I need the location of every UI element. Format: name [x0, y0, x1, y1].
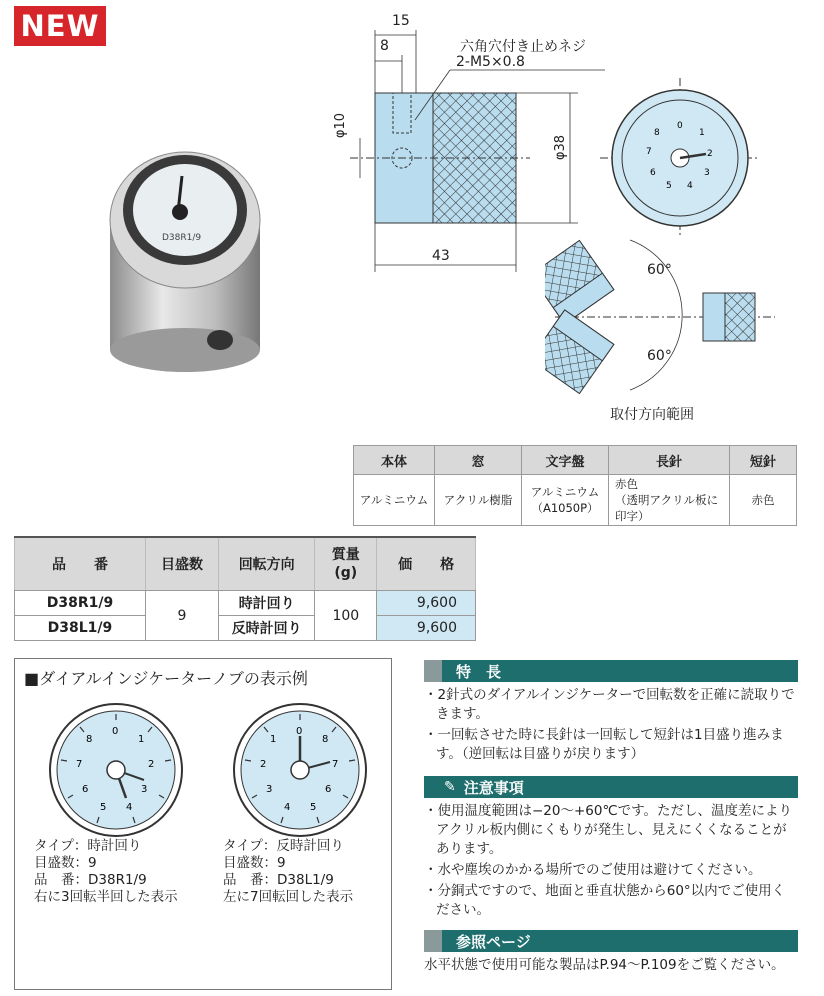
- ex-l-num-1: 1: [138, 734, 145, 745]
- part-number: D38R1/9: [15, 591, 146, 616]
- reference-heading-label: 参照ページ: [456, 932, 531, 951]
- example-left-text: [34, 838, 178, 906]
- ex-l-num-2: 2: [148, 759, 155, 770]
- example-left-scale: 目盛数：9: [34, 855, 97, 871]
- ex-r-num-0: 0: [296, 726, 303, 737]
- mat-header-body: 本体: [354, 446, 435, 475]
- front-view-dial: [600, 78, 760, 238]
- example-right-type: タイプ：反時計回り: [223, 838, 344, 854]
- dim-8: 8: [380, 38, 389, 54]
- example-dial-clockwise: [46, 700, 186, 840]
- price: 9,600: [377, 616, 476, 641]
- angle-bottom-label: 60°: [647, 348, 672, 364]
- svg-text:D38R1/9: D38R1/9: [162, 233, 202, 243]
- features-body: [424, 686, 798, 766]
- features-heading-label: 特 長: [456, 662, 502, 681]
- spec-header-direction: 回転方向: [219, 537, 315, 591]
- fv-num-0: 0: [677, 121, 683, 131]
- dim-15: 15: [392, 13, 410, 29]
- mat-header-short-hand: 短針: [730, 446, 797, 475]
- example-left-part: 品 番：D38R1/9: [34, 872, 147, 888]
- example-left-type: タイプ：時計回り: [34, 838, 142, 854]
- ex-l-num-4: 4: [126, 802, 133, 813]
- dim-phi38: φ38: [553, 134, 569, 161]
- mount-angle-diagram: [545, 235, 775, 395]
- material-table: [353, 445, 797, 526]
- spec-header-part: 品 番: [15, 537, 146, 591]
- mount-caption: 取付方向範囲: [610, 407, 694, 423]
- fv-num-2: 2: [707, 149, 713, 159]
- ex-r-num-2: 2: [260, 759, 267, 770]
- ex-r-num-1: 1: [270, 734, 277, 745]
- list-item: ・使用温度範囲は−20〜+60℃です。ただし、温度差によりアクリル板内側にくもりが発生し、見えにくくなることがあります。: [424, 803, 793, 857]
- reference-text: 水平状態で使用可能な製品はP.94〜P.109をご覧ください。: [424, 957, 785, 973]
- spec-header-scale: 目盛数: [145, 537, 218, 591]
- example-right-note: 左に7回転回した表示: [223, 889, 354, 905]
- list-item: ・一回転させた時に長針は一回転して短針は1目盛り進みます。（逆回転は目盛りが戻ります）: [424, 727, 784, 762]
- ex-l-num-5: 5: [100, 802, 107, 813]
- ex-l-num-8: 8: [86, 734, 93, 745]
- mat-window: アクリル樹脂: [435, 475, 522, 526]
- ex-l-num-7: 7: [76, 759, 83, 770]
- spec-header-mass: 質量 (g): [315, 537, 377, 591]
- fv-num-4: 4: [687, 181, 693, 191]
- caution-body: [424, 802, 798, 922]
- ex-r-num-7: 7: [332, 759, 339, 770]
- mat-header-long-hand: 長針: [609, 446, 730, 475]
- example-title: ■ダイアルインジケーターノブの表示例: [24, 669, 308, 688]
- caution-heading-label: 注意事項: [463, 778, 524, 797]
- example-right-part: 品 番：D38L1/9: [223, 872, 334, 888]
- ex-r-num-6: 6: [325, 784, 332, 795]
- ex-r-num-3: 3: [266, 784, 273, 795]
- fv-num-6: 6: [650, 168, 656, 178]
- example-right-text: [223, 838, 353, 906]
- mat-header-window: 窓: [435, 446, 522, 475]
- ex-r-num-4: 4: [284, 802, 291, 813]
- part-number: D38L1/9: [15, 616, 146, 641]
- ex-r-num-8: 8: [322, 734, 329, 745]
- ex-l-num-6: 6: [82, 784, 89, 795]
- fv-num-8: 8: [654, 128, 660, 138]
- screw-label-1: 六角穴付き止めネジ: [460, 39, 586, 55]
- direction: 反時計回り: [219, 616, 315, 641]
- price: 9,600: [377, 591, 476, 616]
- mat-body: アルミニウム: [354, 475, 435, 526]
- mat-short-hand: 赤色: [730, 475, 797, 526]
- mat-long-hand: 赤色 （透明アクリル板に印字）: [609, 475, 730, 526]
- mass: 100: [315, 591, 377, 641]
- fv-num-3: 3: [704, 168, 710, 178]
- ex-l-num-0: 0: [112, 726, 119, 737]
- example-right-scale: 目盛数：9: [223, 855, 286, 871]
- fv-num-1: 1: [699, 128, 705, 138]
- scale-count: 9: [145, 591, 218, 641]
- pencil-icon: ✎: [444, 779, 456, 795]
- table-row: [15, 616, 476, 641]
- new-badge: NEW: [14, 6, 106, 46]
- table-row: [15, 591, 476, 616]
- list-item: ・水や塵埃のかかる場所でのご使用は避けてください。: [424, 862, 762, 878]
- ex-l-num-3: 3: [141, 784, 148, 795]
- spec-header-price: 価 格: [377, 537, 476, 591]
- list-item: ・分銅式ですので、地面と垂直状態から60°以内でご使用ください。: [424, 883, 786, 918]
- dim-phi10: φ10: [333, 112, 349, 139]
- example-dial-counterclockwise: [230, 700, 370, 840]
- ex-r-num-5: 5: [310, 802, 317, 813]
- product-photo: [90, 140, 280, 380]
- caution-heading: [424, 776, 798, 798]
- direction: 時計回り: [219, 591, 315, 616]
- example-left-note: 右に3回転半回した表示: [34, 889, 178, 905]
- mat-header-dial: 文字盤: [522, 446, 609, 475]
- screw-label-2: 2-M5×0.8: [456, 54, 525, 70]
- reference-heading: [424, 930, 798, 952]
- angle-top-label: 60°: [647, 262, 672, 278]
- mat-dial: アルミニウム （A1050P）: [522, 475, 609, 526]
- dim-43: 43: [432, 248, 450, 264]
- features-heading: [424, 660, 798, 682]
- list-item: ・2針式のダイアルインジケーターで回転数を正確に読取りできます。: [424, 687, 795, 722]
- spec-table: [14, 536, 476, 641]
- fv-num-7: 7: [646, 147, 652, 157]
- fv-num-5: 5: [666, 181, 672, 191]
